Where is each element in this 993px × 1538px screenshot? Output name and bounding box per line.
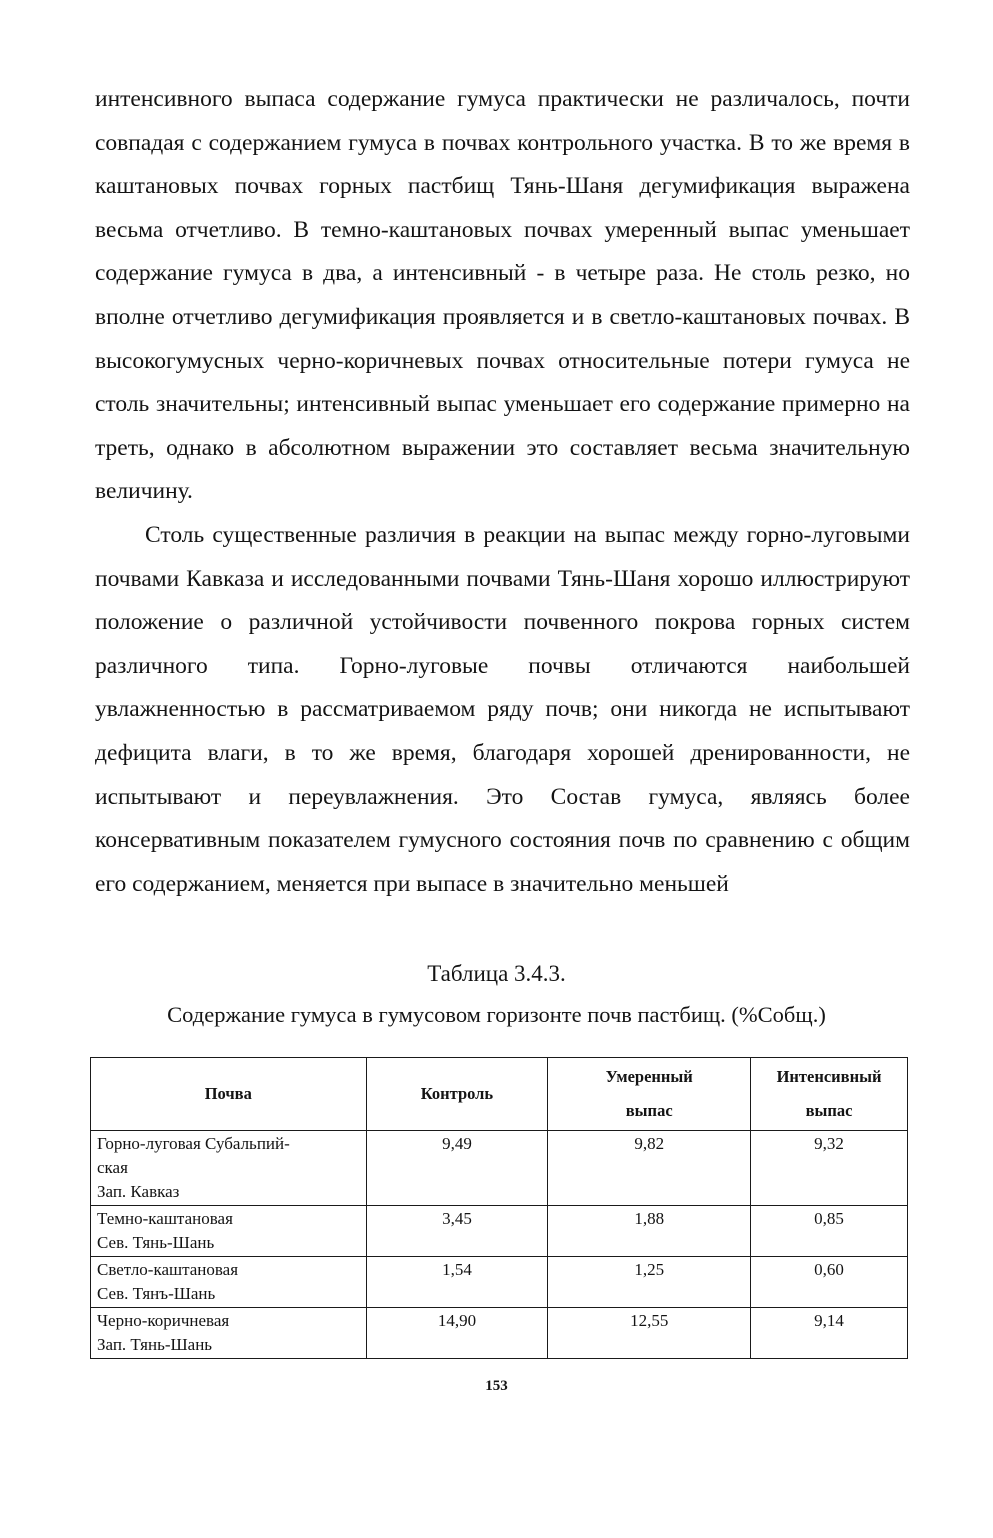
header-intensive-line2: выпас xyxy=(805,1101,853,1120)
header-moderate xyxy=(548,1058,751,1131)
table-row xyxy=(91,1131,908,1206)
header-control: Контроль xyxy=(366,1058,548,1131)
soil-cell xyxy=(91,1131,367,1206)
header-intensive xyxy=(751,1058,908,1131)
table-row xyxy=(91,1206,908,1257)
table-title: Содержание гумуса в гумусовом горизонте почв пастбищ. (%Собщ.) xyxy=(167,1002,826,1027)
intensive-value: 9,32 xyxy=(751,1131,908,1206)
control-value: 14,90 xyxy=(366,1308,548,1359)
header-intensive-line1: Интенсивный xyxy=(776,1067,882,1086)
table-header-row xyxy=(91,1058,908,1131)
header-moderate-line2: выпас xyxy=(625,1101,673,1120)
paragraph-1: интенсивного выпаса содержание гумуса практически не различалось, почти совпадая с содержанием гумуса в почвах контрольного участка. В то же время в каштановых почвах горных пастбищ Тянь-Шаня дегумификация выражена весьма отчетливо. В темно-каштановых почвах умеренный выпас уменьшает содержание гумуса в два, а интенсивный - в четыре раза. Не столь резко, но вполне отчетливо дегумификация проявляется и в светло-каштановых почвах. В высокогумусных черно-коричневых почвах относительные потери гумуса не столь значительны; интенсивный выпас уменьшает его содержание примерно на треть, однако в абсолютном выражении это составляет весьма значительную величину. xyxy=(95,86,910,505)
control-value: 1,54 xyxy=(366,1257,548,1308)
page-number: 153 xyxy=(485,1378,508,1394)
intensive-value: 0,85 xyxy=(751,1206,908,1257)
soil-region: Зап. Тянь-Шань xyxy=(97,1335,213,1354)
soil-region: Сев. Тянь-Шань xyxy=(97,1233,215,1252)
moderate-value: 12,55 xyxy=(548,1308,751,1359)
soil-name-line: ская xyxy=(97,1158,128,1177)
soil-region: Сев. Тянъ-Шань xyxy=(97,1284,216,1303)
table-row xyxy=(91,1308,908,1359)
moderate-value: 9,82 xyxy=(548,1131,751,1206)
control-value: 3,45 xyxy=(366,1206,548,1257)
table-row xyxy=(91,1257,908,1308)
moderate-value: 1,25 xyxy=(548,1257,751,1308)
humus-table xyxy=(90,1057,908,1359)
soil-cell xyxy=(91,1206,367,1257)
soil-name-line: Темно-каштановая xyxy=(97,1209,233,1228)
header-soil: Почва xyxy=(91,1058,367,1131)
soil-region: Зап. Кавказ xyxy=(97,1182,180,1201)
soil-name-line: Горно-луговая Субальпий- xyxy=(97,1134,290,1153)
table-number: Таблица 3.4.3. xyxy=(427,961,566,986)
soil-name-line: Черно-коричневая xyxy=(97,1311,230,1330)
paragraph-2: Столь существенные различия в реакции на выпас между горно-луговыми почвами Кавказа и исследованными почвами Тянь-Шаня хорошо иллюстрируют положение о различной устойчивости почвенного покрова горных систем различного типа. Горно-луговые почвы отличаются наибольшей увлажненностью в рассматриваемом ряду почв; они никогда не испытывают дефицита влаги, в то же время, благодаря хорошей дренированности, не испытывают и переувлажнения. Это Состав гумуса, являясь более консервативным показателем гумусного состояния почв по сравнению с общим его содержанием, меняется при выпасе в значительно меньшей xyxy=(95,522,910,897)
intensive-value: 9,14 xyxy=(751,1308,908,1359)
soil-name-line: Светло-каштановая xyxy=(97,1260,239,1279)
soil-cell xyxy=(91,1257,367,1308)
soil-cell xyxy=(91,1308,367,1359)
header-moderate-line1: Умеренный xyxy=(605,1067,693,1086)
control-value: 9,49 xyxy=(366,1131,548,1206)
moderate-value: 1,88 xyxy=(548,1206,751,1257)
intensive-value: 0,60 xyxy=(751,1257,908,1308)
